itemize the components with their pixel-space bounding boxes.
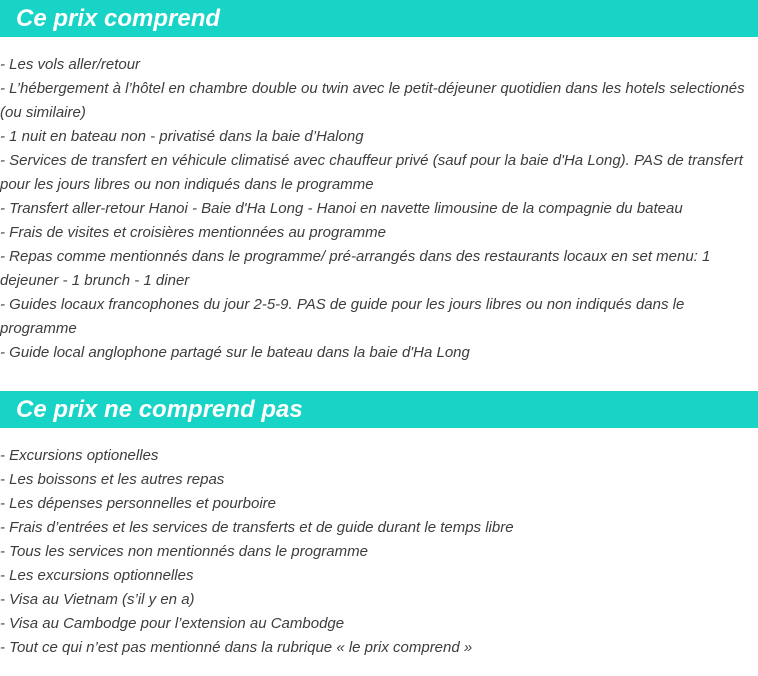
list-item: - Les excursions optionnelles xyxy=(0,567,194,584)
list-item: - Frais de visites et croisières mentionnées au programme xyxy=(0,224,386,241)
list-item: - Excursions optionelles xyxy=(0,447,159,464)
list-item: - Guide local anglophone partagé sur le bateau dans la baie d'Ha Long xyxy=(0,344,470,361)
list-item: - Tout ce qui n’est pas mentionné dans la rubrique « le prix comprend » xyxy=(0,639,473,656)
included-section-title: Ce prix comprend xyxy=(0,0,758,37)
excluded-list xyxy=(0,444,756,660)
list-item: - Repas comme mentionnés dans le programme/ pré-arrangés dans des restaurants locaux en set menu: 1 dejeuner - 1 brunch - 1 diner xyxy=(0,248,711,289)
list-item: - Visa au Vietnam (s’il y en a) xyxy=(0,591,195,608)
list-item: - Les dépenses personnelles et pourboire xyxy=(0,495,277,512)
list-item: - Transfert aller-retour Hanoi - Baie d'Ha Long - Hanoi en navette limousine de la compagnie du bateau xyxy=(0,200,683,217)
list-item: - Frais d’entrées et les services de transferts et de guide durant le temps libre xyxy=(0,519,514,536)
excluded-section-title: Ce prix ne comprend pas xyxy=(0,391,758,428)
list-item: - Guides locaux francophones du jour 2-5-9. PAS de guide pour les jours libres ou non indiqués dans le programme xyxy=(0,296,685,337)
list-item: - Services de transfert en véhicule climatisé avec chauffeur privé (sauf pour la baie d'Ha Long). PAS de transfert pour les jours libres ou non indiqués dans le programme xyxy=(0,152,743,193)
included-list xyxy=(0,53,756,365)
list-item: - L’hébergement à l’hôtel en chambre double ou twin avec le petit-déjeuner quotidien dans les hotels selectionés (ou similaire) xyxy=(0,80,745,121)
list-item: - Les vols aller/retour xyxy=(0,56,141,73)
list-item: - Visa au Cambodge pour l’extension au Cambodge xyxy=(0,615,345,632)
list-item: - Les boissons et les autres repas xyxy=(0,471,225,488)
list-item: - 1 nuit en bateau non - privatisé dans la baie d’Halong xyxy=(0,128,364,145)
list-item: - Tous les services non mentionnés dans le programme xyxy=(0,543,368,560)
